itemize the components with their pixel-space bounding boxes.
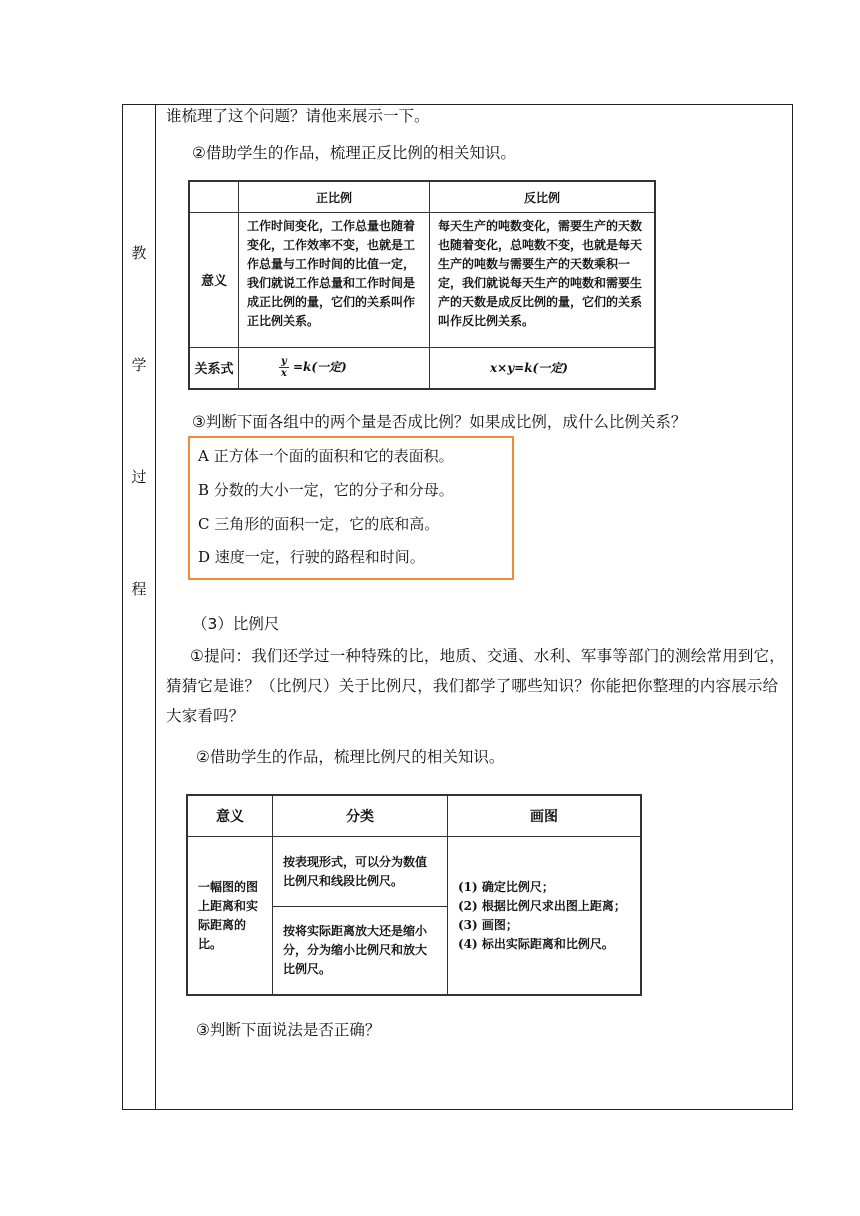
drawing-step: (4) 标出实际距离和比例尺。 <box>458 936 614 951</box>
direct-meaning-cell: 工作时间变化，工作总量也随着变化，工作效率不变，也就是工作总量与工作时间的比值一定，我们就说工作总量和工作时间是成正比例的量，它们的关系叫作正比例关系。 <box>239 213 430 348</box>
option-b: B 分数的大小一定，它的分子和分母。 <box>198 481 454 499</box>
side-label-char: 过 <box>131 468 147 486</box>
scale-meaning-cell: 一幅图的图上距离和实际距离的比。 <box>187 837 273 996</box>
drawing-step: (2) 根据比例尺求出图上距离； <box>458 898 626 913</box>
drawing-step: (1) 确定比例尺； <box>458 879 554 894</box>
table2-header-drawing: 画图 <box>448 795 642 837</box>
section3-title: （3）比例尺 <box>192 615 280 633</box>
scale-class-cell-1: 按表现形式，可以分为数值比例尺和线段比例尺。 <box>273 837 448 907</box>
direct-formula-cell <box>239 347 430 389</box>
scale-class-cell-2: 按将实际距离放大还是缩小分，分为缩小比例尺和放大比例尺。 <box>273 907 448 996</box>
question-paragraph: ①提问：我们还学过一种特殊的比，地质、交通、水利、军事等部门的测绘常用到它，猜猜它是谁？（比例尺）关于比例尺，我们都学了哪些知识？你能把你整理的内容展示给大家看吗？ <box>166 647 785 725</box>
inverse-formula-cell <box>430 347 656 389</box>
table1-formula-label: 关系式 <box>189 347 239 389</box>
table1-header-direct: 正比例 <box>239 181 430 213</box>
option-a: A 正方体一个面的面积和它的表面积。 <box>198 447 454 465</box>
direct-formula-fraction <box>279 356 289 379</box>
drawing-step: (3) 画图； <box>458 917 518 932</box>
step3-title: ③判断下面各组中的两个量是否成比例？如果成比例，成什么比例关系？ <box>192 413 687 431</box>
option-c: C 三角形的面积一定，它的底和高。 <box>198 515 440 533</box>
side-label-char: 学 <box>131 356 147 374</box>
option-d: D 速度一定，行驶的路程和时间。 <box>198 548 425 566</box>
intro-line: 谁梳理了这个问题？请他来展示一下。 <box>166 107 430 125</box>
formula-numerator: y <box>281 356 287 368</box>
table2-header-meaning: 意义 <box>187 795 273 837</box>
proportion-table <box>188 180 656 390</box>
scale-table <box>186 794 642 996</box>
table1-header-empty <box>189 181 239 213</box>
table1-meaning-label: 意义 <box>189 213 239 348</box>
inverse-formula: x×y=k(一定) <box>490 361 568 376</box>
side-label-char: 程 <box>131 580 147 598</box>
inverse-meaning-cell: 每天生产的吨数变化，需要生产的天数也随着变化，总吨数不变，也就是每天生产的吨数与需要生产的天数乘积一定，我们就说每天生产的吨数和需要生产的天数是成反比例的量，它们的关系叫作反比例关系。 <box>430 213 656 348</box>
side-label-char: 教 <box>131 244 147 262</box>
table2-header-class: 分类 <box>273 795 448 837</box>
step2-title: ②借助学生的作品，梳理正反比例的相关知识。 <box>192 144 516 162</box>
formula-denominator: x <box>280 368 287 380</box>
table1-header-inverse: 反比例 <box>430 181 656 213</box>
step2b-title: ②借助学生的作品，梳理比例尺的相关知识。 <box>196 748 505 766</box>
scale-drawing-cell <box>448 837 642 996</box>
step3b-title: ③判断下面说法是否正确？ <box>196 1021 381 1039</box>
direct-formula-rest: =k(一定) <box>293 360 347 375</box>
column-divider <box>155 104 156 1110</box>
